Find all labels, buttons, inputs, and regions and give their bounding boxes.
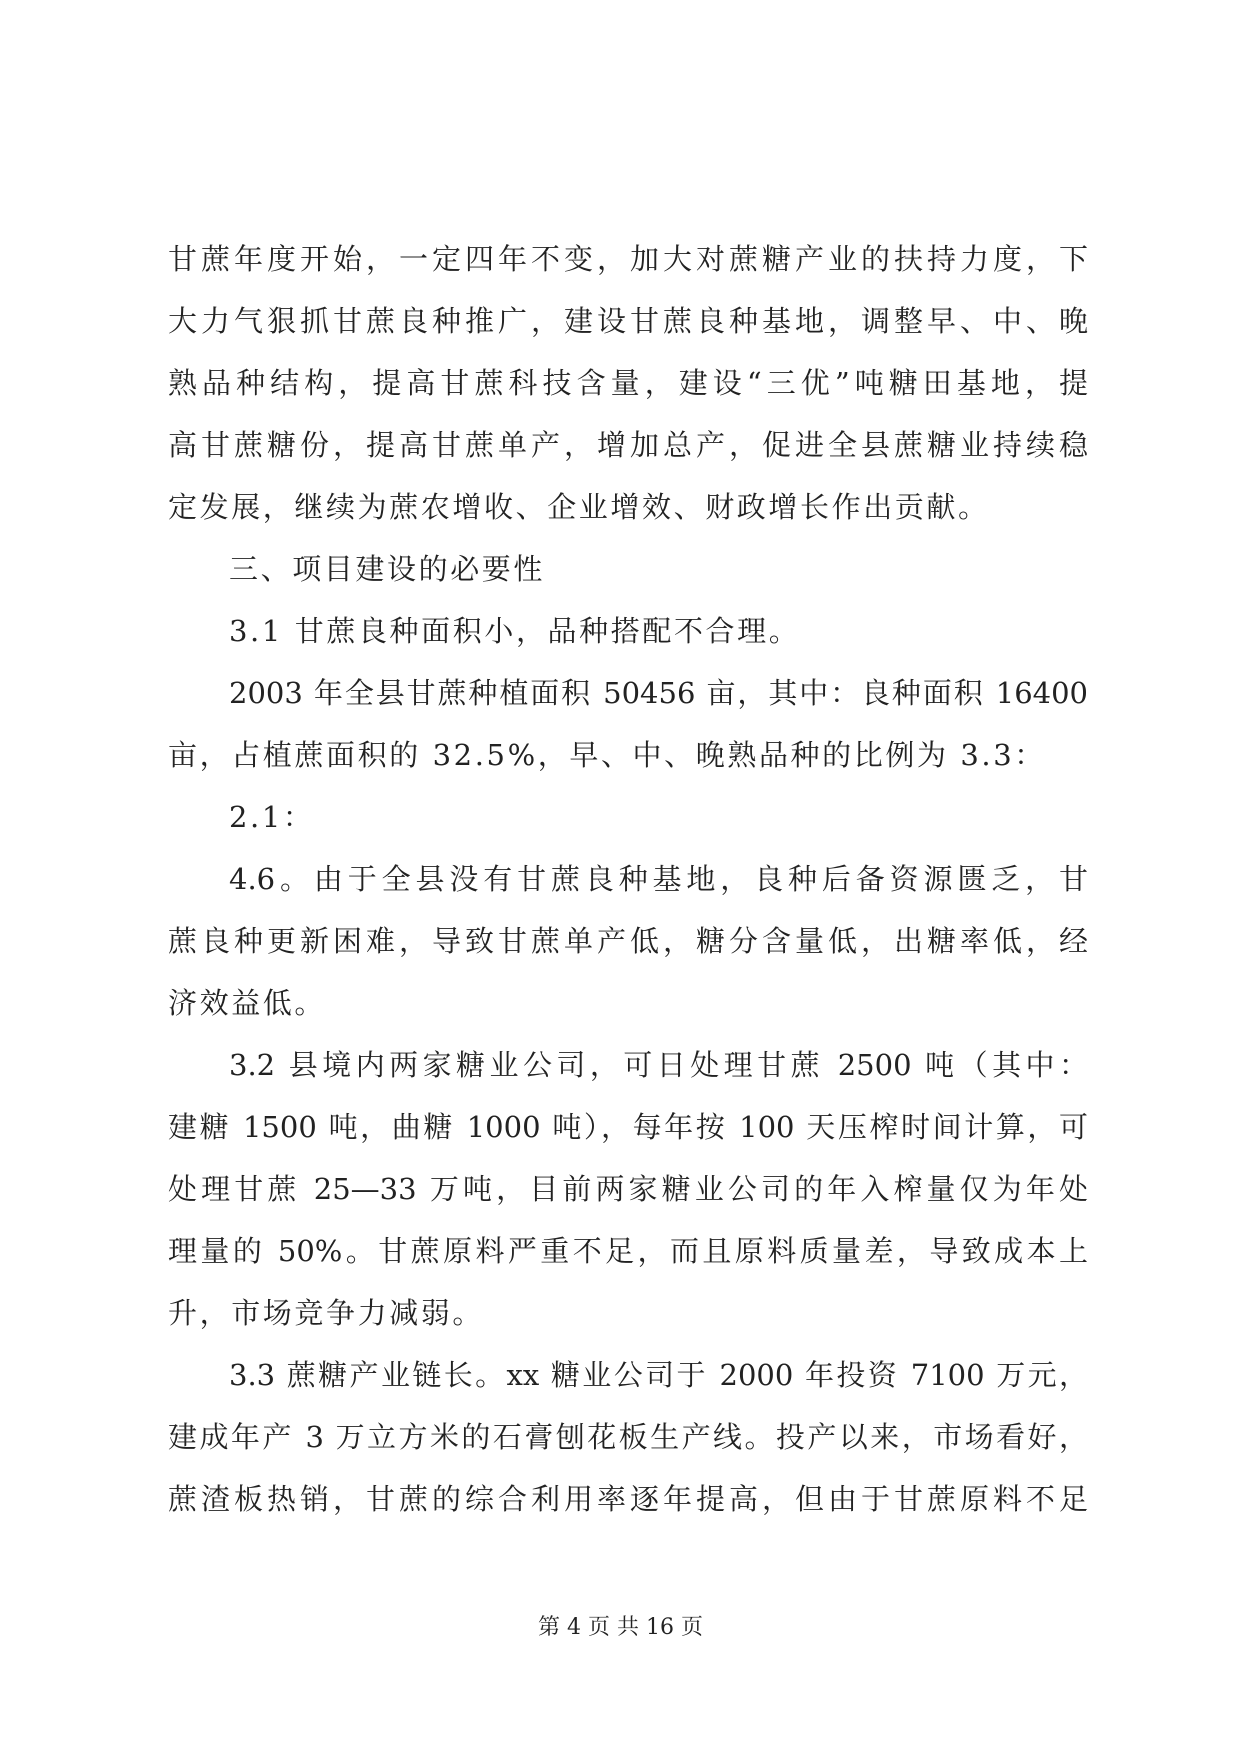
text-line: 3.3 蔗糖产业链长。xx 糖业公司于 2000 年投资 7100 万元，: [229, 1358, 1088, 1392]
text-line: 建糖 1500 吨，曲糖 1000 吨），每年按 100 天压榨时间计算，可: [168, 1110, 1088, 1144]
text-line: 建成年产 3 万立方米的石膏刨花板生产线。投产以来，市场看好，: [168, 1420, 1088, 1454]
text-line: 甘蔗年度开始，一定四年不变，加大对蔗糖产业的扶持力度，下: [168, 242, 1088, 276]
text-line: 2.1：: [229, 800, 315, 834]
text-line: 三、项目建设的必要性: [229, 552, 546, 586]
text-line: 4.6。由于全县没有甘蔗良种基地，良种后备资源匮乏，甘: [229, 862, 1088, 896]
text-line: 高甘蔗糖份，提高甘蔗单产，增加总产，促进全县蔗糖业持续稳: [168, 428, 1088, 462]
text-line: 蔗良种更新困难，导致甘蔗单产低，糖分含量低，出糖率低，经: [168, 924, 1088, 958]
text-line: 3.1 甘蔗良种面积小，品种搭配不合理。: [229, 614, 801, 648]
document-body: [168, 228, 1088, 1530]
text-line: 济效益低。: [168, 986, 327, 1020]
page-footer: 第 4 页 共 16 页: [538, 1615, 703, 1640]
text-line: 大力气狠抓甘蔗良种推广，建设甘蔗良种基地，调整早、中、晚: [168, 304, 1088, 338]
text-line: 蔗渣板热销，甘蔗的综合利用率逐年提高，但由于甘蔗原料不足: [168, 1482, 1088, 1516]
text-line: 定发展，继续为蔗农增收、企业增效、财政增长作出贡献。: [168, 490, 990, 524]
text-line: 升，市场竞争力减弱。: [168, 1296, 485, 1330]
text-line: 熟品种结构，提高甘蔗科技含量，建设“三优”吨糖田基地，提: [168, 366, 1088, 400]
text-line: 2003 年全县甘蔗种植面积 50456 亩，其中：良种面积 16400: [229, 676, 1088, 710]
text-line: 处理甘蔗 25—33 万吨，目前两家糖业公司的年入榨量仅为年处: [168, 1172, 1088, 1206]
text-line: 亩，占植蔗面积的 32.5%，早、中、晚熟品种的比例为 3.3：: [168, 738, 1046, 772]
text-line: 理量的 50%。甘蔗原料严重不足，而且原料质量差，导致成本上: [168, 1234, 1088, 1268]
text-line: 3.2 县境内两家糖业公司，可日处理甘蔗 2500 吨（其中：: [229, 1048, 1088, 1082]
